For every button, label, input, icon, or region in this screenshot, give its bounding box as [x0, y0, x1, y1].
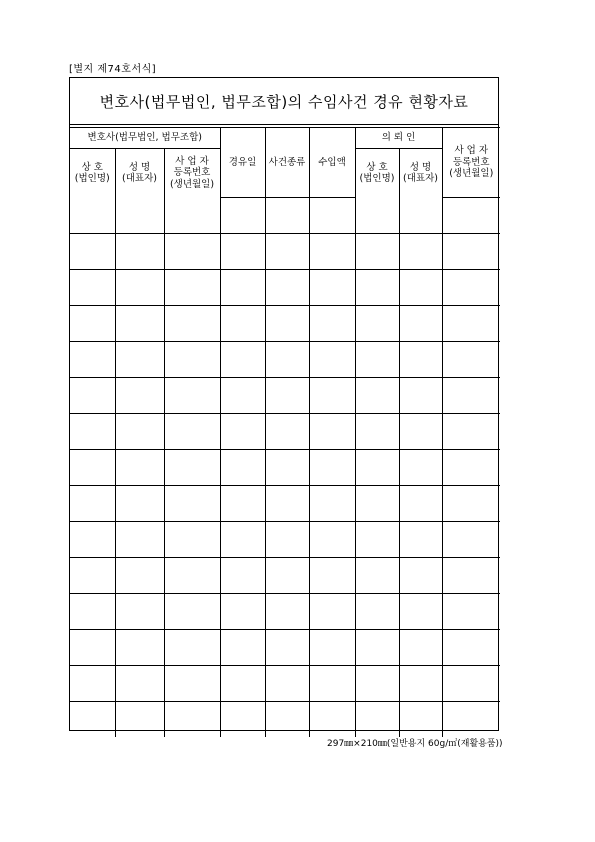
client-group-header: 의 뢰 인 — [355, 128, 442, 149]
table-cell[interactable] — [265, 377, 309, 413]
table-cell[interactable] — [442, 485, 500, 521]
table-row — [70, 197, 500, 233]
table-cell[interactable] — [309, 413, 355, 449]
table-cell[interactable] — [265, 341, 309, 377]
table-cell[interactable] — [399, 377, 442, 413]
table-cell[interactable] — [70, 305, 115, 341]
table-cell[interactable] — [399, 701, 442, 737]
table-row — [70, 233, 500, 269]
table-row — [70, 485, 500, 521]
table-cell[interactable] — [309, 305, 355, 341]
table-cell[interactable] — [399, 449, 442, 485]
table-cell[interactable] — [399, 665, 442, 701]
table-cell[interactable] — [220, 233, 265, 269]
client-trade-name-line-1: 상 호 — [366, 161, 388, 173]
table-cell[interactable] — [164, 233, 220, 269]
table-cell[interactable] — [164, 521, 220, 557]
table-cell[interactable] — [220, 521, 265, 557]
client-name-line-2: (대표자) — [403, 173, 438, 184]
lawyer-name-header — [115, 149, 164, 198]
table-cell[interactable] — [115, 233, 164, 269]
record-table — [70, 125, 500, 737]
table-cell[interactable] — [442, 305, 500, 341]
table-cell[interactable] — [70, 665, 115, 701]
lawyer-name-line-2: (대표자) — [122, 173, 157, 184]
table-row — [70, 413, 500, 449]
table-cell[interactable] — [164, 593, 220, 629]
table-cell[interactable] — [70, 197, 115, 233]
table-cell[interactable] — [115, 593, 164, 629]
lawyer-reg-no-line-3: (생년월일) — [169, 178, 215, 190]
table-cell[interactable] — [164, 197, 220, 233]
table-cell[interactable] — [220, 557, 265, 593]
table-cell[interactable] — [309, 593, 355, 629]
table-cell[interactable] — [355, 485, 399, 521]
table-cell[interactable] — [442, 269, 500, 305]
table-cell[interactable] — [70, 485, 115, 521]
table-cell[interactable] — [220, 701, 265, 737]
table-cell[interactable] — [442, 629, 500, 665]
client-trade-name-header — [355, 149, 399, 198]
table-cell[interactable] — [355, 413, 399, 449]
table-cell[interactable] — [164, 485, 220, 521]
table-cell[interactable] — [115, 485, 164, 521]
table-body — [70, 197, 500, 737]
lawyer-trade-name-line-1: 상 호 — [81, 161, 103, 173]
table-cell[interactable] — [220, 305, 265, 341]
table-cell[interactable] — [399, 341, 442, 377]
form-frame — [69, 77, 499, 731]
table-cell[interactable] — [355, 521, 399, 557]
table-cell[interactable] — [220, 629, 265, 665]
table-row — [70, 305, 500, 341]
table-cell[interactable] — [164, 341, 220, 377]
table-cell[interactable] — [70, 557, 115, 593]
table-row — [70, 593, 500, 629]
table-cell[interactable] — [164, 377, 220, 413]
table-cell[interactable] — [399, 233, 442, 269]
table-cell[interactable] — [115, 665, 164, 701]
table-cell[interactable] — [265, 197, 309, 233]
table-cell[interactable] — [442, 197, 500, 233]
table-cell[interactable] — [309, 377, 355, 413]
table-cell[interactable] — [164, 629, 220, 665]
table-cell[interactable] — [164, 413, 220, 449]
table-cell[interactable] — [399, 485, 442, 521]
lawyer-reg-no-header — [164, 149, 220, 198]
table-cell[interactable] — [265, 665, 309, 701]
lawyer-trade-name-line-2: (법인명) — [74, 173, 110, 184]
table-cell[interactable] — [399, 305, 442, 341]
table-cell[interactable] — [309, 521, 355, 557]
client-reg-no-line-1: 사 업 자 — [454, 145, 489, 157]
form-title: 변호사(법무법인, 법무조합)의 수임사건 경유 현황자료 — [70, 78, 498, 125]
lawyer-reg-no-line-1: 사 업 자 — [175, 155, 209, 167]
table-row — [70, 521, 500, 557]
table-cell[interactable] — [355, 233, 399, 269]
table-cell[interactable] — [115, 449, 164, 485]
table-cell[interactable] — [309, 629, 355, 665]
client-trade-name-line-2: (법인명) — [359, 173, 395, 184]
table-cell[interactable] — [355, 377, 399, 413]
table-cell[interactable] — [442, 665, 500, 701]
header-row-1 — [70, 128, 500, 149]
table-cell[interactable] — [442, 413, 500, 449]
table-cell[interactable] — [355, 341, 399, 377]
client-name-header — [399, 149, 442, 198]
table-cell[interactable] — [115, 341, 164, 377]
table-cell[interactable] — [309, 449, 355, 485]
table-cell[interactable] — [70, 593, 115, 629]
table-cell[interactable] — [355, 629, 399, 665]
table-cell[interactable] — [309, 341, 355, 377]
table-cell[interactable] — [309, 233, 355, 269]
table-cell[interactable] — [220, 593, 265, 629]
table-cell[interactable] — [115, 413, 164, 449]
fee-header: 수입액 — [309, 128, 355, 198]
table-row — [70, 341, 500, 377]
table-cell[interactable] — [265, 305, 309, 341]
table-cell[interactable] — [309, 269, 355, 305]
table-cell[interactable] — [442, 341, 500, 377]
table-cell[interactable] — [70, 449, 115, 485]
table-cell[interactable] — [442, 701, 500, 737]
table-cell[interactable] — [399, 197, 442, 233]
table-cell[interactable] — [164, 305, 220, 341]
table-cell[interactable] — [265, 557, 309, 593]
table-cell[interactable] — [115, 701, 164, 737]
table-row — [70, 557, 500, 593]
table-cell[interactable] — [399, 521, 442, 557]
table-cell[interactable] — [265, 413, 309, 449]
table-cell[interactable] — [115, 557, 164, 593]
table-cell[interactable] — [115, 629, 164, 665]
table-cell[interactable] — [70, 341, 115, 377]
table-cell[interactable] — [442, 521, 500, 557]
table-cell[interactable] — [70, 377, 115, 413]
table-cell[interactable] — [442, 449, 500, 485]
lawyer-reg-no-line-2: 등록번호 — [173, 167, 211, 179]
table-cell[interactable] — [70, 233, 115, 269]
table-cell[interactable] — [399, 413, 442, 449]
table-cell[interactable] — [220, 377, 265, 413]
table-cell[interactable] — [220, 665, 265, 701]
client-reg-no-line-2: 등록번호 — [452, 156, 490, 168]
lawyer-name-line-1: 성 명 — [128, 161, 151, 173]
table-cell[interactable] — [115, 521, 164, 557]
table-row — [70, 377, 500, 413]
table-cell[interactable] — [399, 629, 442, 665]
table-cell[interactable] — [220, 341, 265, 377]
table-row — [70, 665, 500, 701]
table-cell[interactable] — [399, 593, 442, 629]
table-cell[interactable] — [442, 377, 500, 413]
table-cell[interactable] — [164, 557, 220, 593]
table-cell[interactable] — [70, 629, 115, 665]
table-cell[interactable] — [442, 557, 500, 593]
table-cell[interactable] — [309, 665, 355, 701]
case-type-header: 사건종류 — [265, 128, 309, 198]
table-cell[interactable] — [115, 305, 164, 341]
table-cell[interactable] — [355, 305, 399, 341]
client-name-line-1: 성 명 — [409, 161, 432, 173]
table-cell[interactable] — [355, 449, 399, 485]
table-cell[interactable] — [164, 269, 220, 305]
client-reg-no-header — [442, 128, 500, 198]
table-cell[interactable] — [115, 197, 164, 233]
table-row — [70, 269, 500, 305]
table-cell[interactable] — [115, 269, 164, 305]
table-cell[interactable] — [265, 269, 309, 305]
table-cell[interactable] — [220, 485, 265, 521]
table-row — [70, 629, 500, 665]
table-cell[interactable] — [220, 197, 265, 233]
client-reg-no-line-3: (생년월일) — [449, 167, 494, 179]
table-cell[interactable] — [265, 701, 309, 737]
table-cell[interactable] — [355, 701, 399, 737]
table-cell[interactable] — [442, 593, 500, 629]
table-cell[interactable] — [265, 593, 309, 629]
table-cell[interactable] — [265, 521, 309, 557]
table-cell[interactable] — [399, 269, 442, 305]
table-cell[interactable] — [309, 701, 355, 737]
table-cell[interactable] — [70, 521, 115, 557]
table-cell[interactable] — [399, 557, 442, 593]
via-date-header: 경유일 — [220, 128, 265, 198]
table-row — [70, 701, 500, 737]
table-cell[interactable] — [355, 197, 399, 233]
table-cell[interactable] — [355, 665, 399, 701]
table-cell[interactable] — [355, 269, 399, 305]
table-cell[interactable] — [265, 233, 309, 269]
table-cell[interactable] — [164, 449, 220, 485]
table-cell[interactable] — [309, 197, 355, 233]
table-cell[interactable] — [70, 413, 115, 449]
table-cell[interactable] — [70, 701, 115, 737]
table-cell[interactable] — [355, 593, 399, 629]
table-cell[interactable] — [70, 269, 115, 305]
table-cell[interactable] — [220, 413, 265, 449]
table-cell[interactable] — [115, 377, 164, 413]
lawyer-trade-name-header — [70, 149, 115, 198]
lawyer-group-header: 변호사(법무법인, 법무조합) — [70, 128, 220, 149]
table-cell[interactable] — [265, 449, 309, 485]
table-cell[interactable] — [265, 629, 309, 665]
table-cell[interactable] — [220, 449, 265, 485]
table-cell[interactable] — [164, 701, 220, 737]
table-cell[interactable] — [309, 485, 355, 521]
table-row — [70, 449, 500, 485]
form-number-label: [별지 제74호서식] — [69, 64, 157, 75]
table-cell[interactable] — [164, 665, 220, 701]
table-cell[interactable] — [265, 485, 309, 521]
table-cell[interactable] — [355, 557, 399, 593]
paper-spec-footer: 297㎜×210㎜(일반용지 60g/㎡(재활용품)) — [327, 739, 503, 749]
table-cell[interactable] — [309, 557, 355, 593]
table-cell[interactable] — [220, 269, 265, 305]
table-cell[interactable] — [442, 233, 500, 269]
